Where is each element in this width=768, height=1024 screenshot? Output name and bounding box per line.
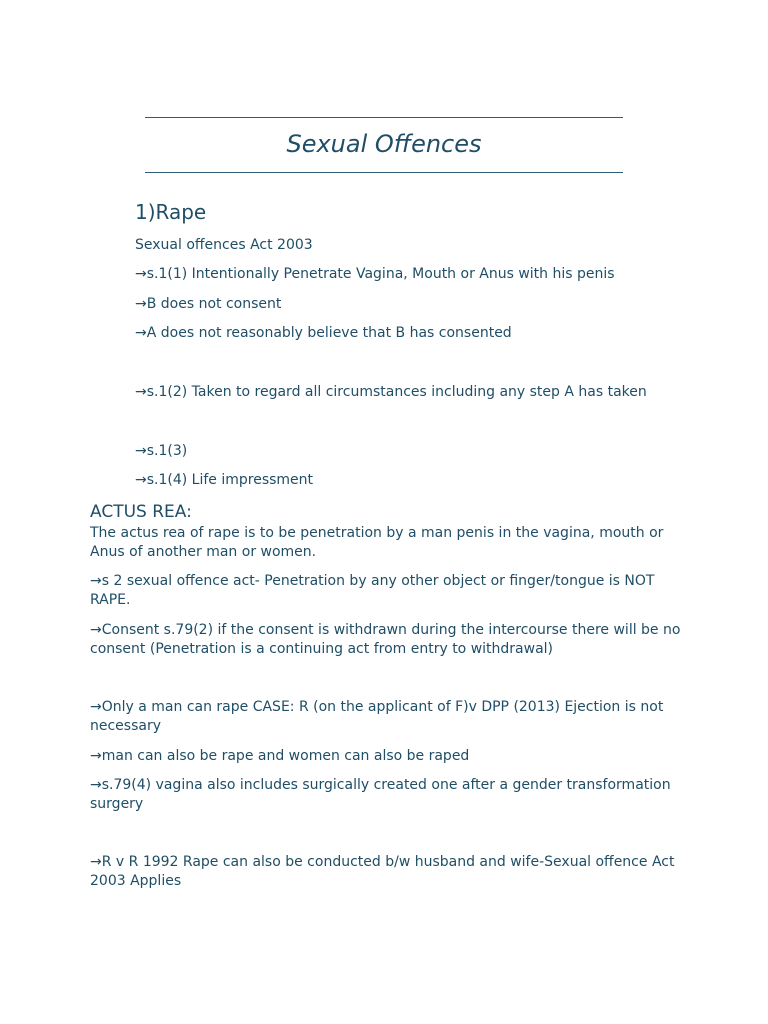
point-s1-3: →s.1(3): [135, 443, 188, 459]
actus-rea-paragraph: The actus rea of rape is to be penetration by a man penis in the vagina, mouth or Anus of another man or women.: [90, 525, 664, 560]
title-bottom-rule: [145, 172, 623, 173]
actus-rea-heading: ACTUS REA:: [90, 502, 192, 522]
point-r-v-r-1992: →R v R 1992 Rape can also be conducted b/w husband and wife-Sexual offence Act 2003 Applies: [90, 854, 675, 889]
title-top-rule: [145, 117, 623, 118]
point-s1-4: →s.1(4) Life impressment: [135, 472, 314, 488]
point-no-consent: →B does not consent: [135, 296, 282, 312]
point-s1-1: →s.1(1) Intentionally Penetrate Vagina, Mouth or Anus with his penis: [135, 266, 615, 282]
document-title: Sexual Offences: [286, 130, 482, 158]
point-s79-4: →s.79(4) vagina also includes surgically created one after a gender transformation surgery: [90, 777, 671, 812]
point-s2-penetration: →s 2 sexual offence act- Penetration by any other object or finger/tongue is NOT RAPE.: [90, 573, 655, 608]
point-no-reasonable-belief: →A does not reasonably believe that B has consented: [135, 325, 512, 341]
section-heading-rape: 1)Rape: [135, 200, 207, 224]
point-s1-2: →s.1(2) Taken to regard all circumstances including any step A has taken: [135, 384, 647, 400]
point-man-women-raped: →man can also be rape and women can also be raped: [90, 748, 470, 764]
point-consent-withdrawn: →Consent s.79(2) if the consent is withdrawn during the intercourse there will be no consent (Penetration is a continuing act from entry to withdrawal): [90, 622, 681, 657]
point-only-man-can-rape: →Only a man can rape CASE: R (on the applicant of F)v DPP (2013) Ejection is not necessary: [90, 699, 664, 734]
act-reference: Sexual offences Act 2003: [135, 237, 313, 253]
